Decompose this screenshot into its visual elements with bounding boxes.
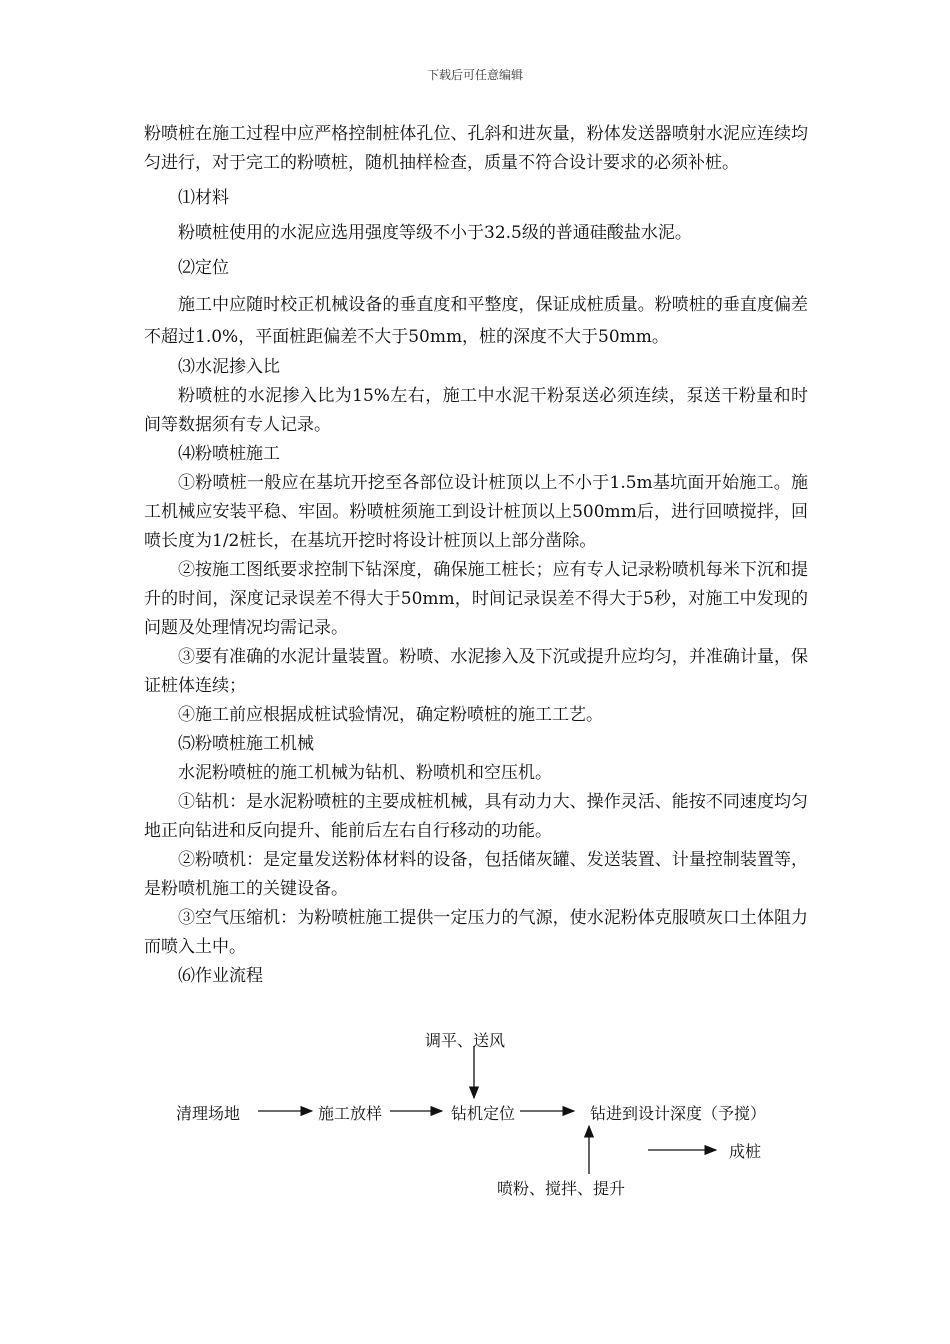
machinery-paragraph: 水泥粉喷桩的施工机械为钻机、粉喷机和空压机。 (178, 763, 552, 783)
document-body (144, 120, 808, 991)
construction-item-4: ④施工前应根据成桩试验情况，确定粉喷桩的施工工艺。 (178, 705, 603, 725)
flow-top-input: 调平、送风 (425, 1031, 506, 1050)
machinery-item-2: ②粉喷机：是定量发送粉体材料的设备，包括储灰罐、发送装置、计量控制装置等，是粉喷机施工的关键设备。 (144, 850, 808, 899)
heading-positioning: ⑵定位 (178, 258, 229, 278)
heading-materials: ⑴材料 (178, 188, 229, 208)
flow-step-rig-positioning: 钻机定位 (451, 1104, 516, 1123)
heading-cement-ratio: ⑶水泥掺入比 (178, 357, 280, 377)
heading-machinery: ⑸粉喷桩施工机械 (178, 734, 314, 754)
flow-bottom-input: 喷粉、搅拌、提升 (497, 1179, 626, 1198)
intro-paragraph: 粉喷桩在施工过程中应严格控制桩体孔位、孔斜和进灰量，粉体发送器喷射水泥应连续均匀进行，对于完工的粉喷桩，随机抽样检查，质量不符合设计要求的必须补桩。 (144, 124, 808, 173)
positioning-paragraph: 施工中应随时校正机械设备的垂直度和平整度，保证成桩质量。粉喷桩的垂直度偏差不超过1.0%，平面桩距偏差不大于50mm，桩的深度不大于50mm。 (144, 295, 808, 347)
materials-paragraph: 粉喷桩使用的水泥应选用强度等级不小于32.5级的普通硅酸盐水泥。 (178, 223, 692, 243)
flow-step-layout: 施工放样 (318, 1104, 383, 1123)
flow-step-clear-site: 清理场地 (176, 1104, 241, 1123)
heading-workflow: ⑹作业流程 (178, 966, 263, 986)
machinery-item-1: ①钻机：是水泥粉喷桩的主要成桩机械，具有动力大、操作灵活、能按不同速度均匀地正向钻进和反向提升、能前后左右自行移动的功能。 (144, 792, 808, 841)
page-header-note: 下载后可任意编辑 (426, 68, 523, 82)
heading-construction: ⑷粉喷桩施工 (178, 444, 280, 464)
machinery-item-3: ③空气压缩机：为粉喷桩施工提供一定压力的气源，使水泥粉体克服喷灰口土体阻力而喷入土中。 (144, 908, 808, 957)
flow-step-drill-depth: 钻进到设计深度（予搅） (590, 1104, 767, 1123)
flow-result: 成桩 (729, 1142, 762, 1161)
cement-ratio-paragraph: 粉喷桩的水泥掺入比为15%左右，施工中水泥干粉泵送必须连续，泵送干粉量和时间等数据须有专人记录。 (144, 386, 808, 435)
construction-item-3: ③要有准确的水泥计量装置。粉喷、水泥掺入及下沉或提升应均匀，并准确计量，保证桩体连续； (144, 647, 808, 696)
construction-item-2: ②按施工图纸要求控制下钻深度，确保施工桩长；应有专人记录粉喷机每米下沉和提升的时间，深度记录误差不得大于50mm，时间记录误差不得大于5秒，对施工中发现的问题及处理情况均需记录。 (144, 560, 808, 638)
construction-item-1: ①粉喷桩一般应在基坑开挖至各部位设计桩顶以上不小于1.5m基坑面开始施工。施工机械应安装平稳、牢固。粉喷桩须施工到设计桩顶以上500mm后，进行回喷搅拌，回喷长度为1/2桩长，在基坑开挖时将设计桩顶以上部分凿除。 (144, 473, 808, 551)
